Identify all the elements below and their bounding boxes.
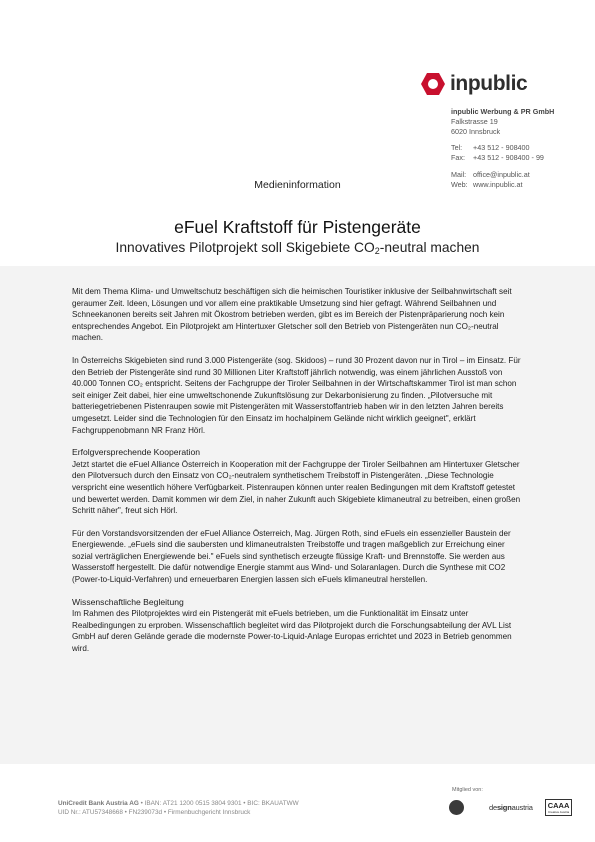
company-tel: +43 512 - 908400 — [473, 143, 530, 153]
footer-bank-info — [58, 799, 358, 817]
heading-kooperation: Erfolgversprechende Kooperation — [72, 447, 201, 458]
members-label: Mitglied von: — [452, 787, 483, 793]
footer-line-uid: UID Nr.: ATU57348668 • FN239073d • Firmenbuchgericht Innsbruck — [58, 809, 251, 817]
document-body — [72, 286, 524, 666]
company-city: 6020 Innsbruck — [451, 126, 501, 136]
paragraph-efuels: Für den Vorstandsvorsitzenden der eFuel Alliance Österreich, Mag. Jürgen Roth, sind eFuels ein essenzieller Baustein der Energiewende. „eFuels sind die saubersten und klimaneutralsten Treibstoffe und tragen maßgeblich zur Erreichung einer sozial verträglichen Energiewende bei." eFuels sind synthetisch erzeugte flüssige Kraft- und Brennstoffe. Sie werden aus Wasserstoff hergestellt. Die dafür notwendige Energie stammt aus Wind- und Solaranlagen. Durch die Synthese mit CO2 (Power-to-Liquid-Verfahren) und erneuerbaren Energien lassen sich eFuels klimaneutral herstellen. — [72, 528, 511, 585]
document-subtitle: Innovatives Pilotprojekt soll Skigebiete $CO_2$-neutral machen — [115, 240, 480, 256]
company-web[interactable]: www.inpublic.at — [473, 179, 523, 189]
company-street: Falkstrasse 19 — [451, 116, 498, 126]
paragraph-kooperation: Jetzt startet die eFuel Alliance Österreich in Kooperation mit der Fachgruppe der Tiroler Seilbahnen am Hintertuxer Gletscher den Pilotversuch durch den Einsatz von CO₂-neutralem synthetischem Treibstoff in Pistengeräten. „Diese Technologie verspricht eine wesentlich höhere Verfügbarkeit. Pistenraupen können unter realen Bedingungen mit dem Kraftstoff getestet und bewertet werden. Damit kommen wir dem Ziel, in naher Zukunft auch Skigebiete klimaneutral zu betreiben, einen großen Schritt näher", freut sich Hörl. — [72, 459, 521, 516]
company-fax: +43 512 - 908400 - 99 — [473, 153, 544, 163]
company-mail-row: Mail: office@inpublic.at — [451, 169, 530, 179]
company-fax-row: Fax: +43 512 - 908400 - 99 — [451, 153, 544, 163]
document-title: eFuel Kraftstoff für Pistengeräte — [174, 217, 421, 237]
document-kind: Medieninformation — [254, 179, 341, 191]
paragraph-pistengeraete: In Österreichs Skigebieten sind rund 3.000 Pistengeräte (sog. Skidoos) – rund 30 Prozent davon nur in Tirol – im Einsatz. Für den Betrieb der Pistengeräte sind rund 30 Millionen Liter Kraftstoff jährlich notwendig, was einem jährlichen Ausstoß von 40.000 Tonnen CO₂ entspricht. Seitens der Fachgruppe der Tiroler Seilbahnen in der Wirtschaftskammer Tirol ist man schon seit einiger Zeit dabei, hier eine umweltschonende Zukunftslösung zur Dekarbonisierung zu finden. „Pilotversuche mit batteriegetriebenen Pistenraupen sowie mit Pistengeräten mit Wasserstoffantrieb haben wir in den letzten Jahren bereits umgesetzt. Leider sind die Technologien für den Einsatz im hochalpinem Gelände nicht wirklich geeignet", erklärt Fachgruppenobmann NR Franz Hörl. — [72, 355, 521, 435]
footer-line-bank: UniCredit Bank Austria AG • IBAN: AT21 1200 0515 3804 9301 • BIC: BKAUATWW — [58, 800, 299, 807]
paragraph-intro: Mit dem Thema Klima- und Umweltschutz beschäftigen sich die heimischen Touristiker inklusive der Seilbahnwirtschaft seit geraumer Zeit. Ideen, Lösungen und vor allem eine praktikable Umsetzung sind hier gefragt. Während Seilbahnen und Schneekanonen bereits seit Jahren mit Ökostrom betrieben werden, gibt es im Bereich der Pistenpräparierung noch kein entsprechendes Angebot. Ein Pilotprojekt am Hintertuxer Gletscher soll den Betrieb von Pistengeräten nun CO₂-neutral machen. — [72, 287, 512, 343]
member-logos — [449, 798, 572, 816]
company-firm: inpublic Werbung & PR GmbH — [451, 107, 555, 116]
member-designaustria-logo: designaustria — [489, 802, 533, 812]
company-address — [451, 107, 591, 190]
brand-logo — [421, 72, 527, 96]
paragraph-begleitung: Im Rahmen des Pilotprojektes wird ein Pistengerät mit eFuels betrieben, um die Funktionalität im Einsatz unter Realbedingungen zu erproben. Wissenschaftlich begleitet wird das Pilotprojekt durch die Forschungsabteilung der AVL List GmbH auf deren Gelände gerade die modernste Power-to-Liquid-Anlage Europas errichtet und 2023 in Betrieb genommen wird. — [72, 609, 512, 654]
company-web-row: Web: www.inpublic.at — [451, 179, 523, 189]
member-circle-logo-icon — [449, 800, 464, 815]
member-caaa-logo: CAAA Creative Austria — [545, 799, 573, 816]
company-mail[interactable]: office@inpublic.at — [473, 169, 530, 179]
inpublic-logo-icon — [421, 72, 445, 96]
brand-name: inpublic — [450, 72, 528, 95]
company-tel-row: Tel: +43 512 - 908400 — [451, 143, 530, 153]
heading-begleitung: Wissenschaftliche Begleitung — [72, 596, 184, 607]
